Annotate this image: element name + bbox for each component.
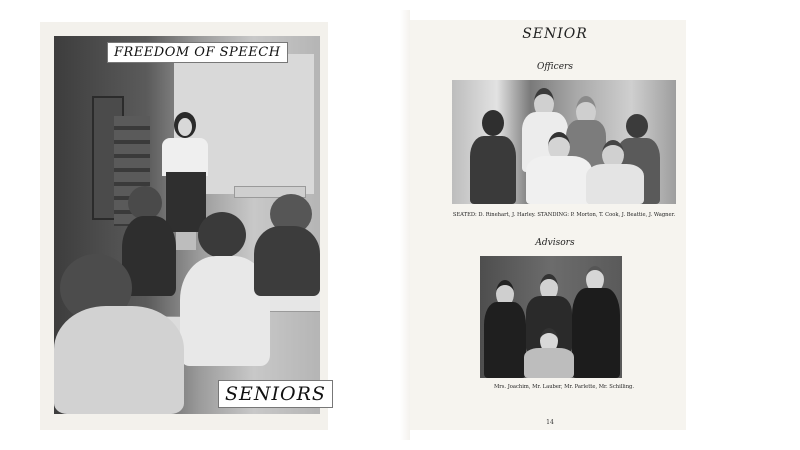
advisor-body (484, 302, 526, 378)
advisors-photo (480, 256, 622, 378)
student-head (198, 212, 246, 258)
page-title: SENIOR (522, 26, 588, 42)
seniors-banner: SENIORS (218, 380, 333, 408)
officers-heading: Officers (537, 62, 573, 72)
classroom-photo (54, 36, 320, 414)
officer-head (626, 114, 648, 138)
page-number: 14 (546, 419, 554, 426)
officers-caption: SEATED: D. Rinehart, J. Harley. STANDING: P. Morton, T. Cook, J. Beattie, J. Wagner. (452, 212, 676, 218)
speaker-legs (176, 232, 196, 250)
page-gutter (400, 10, 410, 440)
student-head (128, 186, 162, 220)
advisor-body (572, 288, 620, 378)
officer-body (470, 136, 516, 204)
advisors-caption: Mrs. Joachim, Mr. Lauber, Mr. Parlette, Mr. Schilling. (493, 384, 635, 390)
advisors-heading: Advisors (535, 238, 575, 248)
officer-body (586, 164, 644, 204)
student-body (254, 226, 320, 296)
freedom-of-speech-banner: FREEDOM OF SPEECH (107, 42, 288, 63)
officer-head (482, 110, 504, 136)
speaker-blouse (162, 138, 208, 176)
officer-body (526, 156, 592, 204)
student-body (54, 306, 184, 414)
advisor-body (524, 348, 574, 378)
speaker-face (178, 118, 192, 136)
officers-photo (452, 80, 676, 204)
